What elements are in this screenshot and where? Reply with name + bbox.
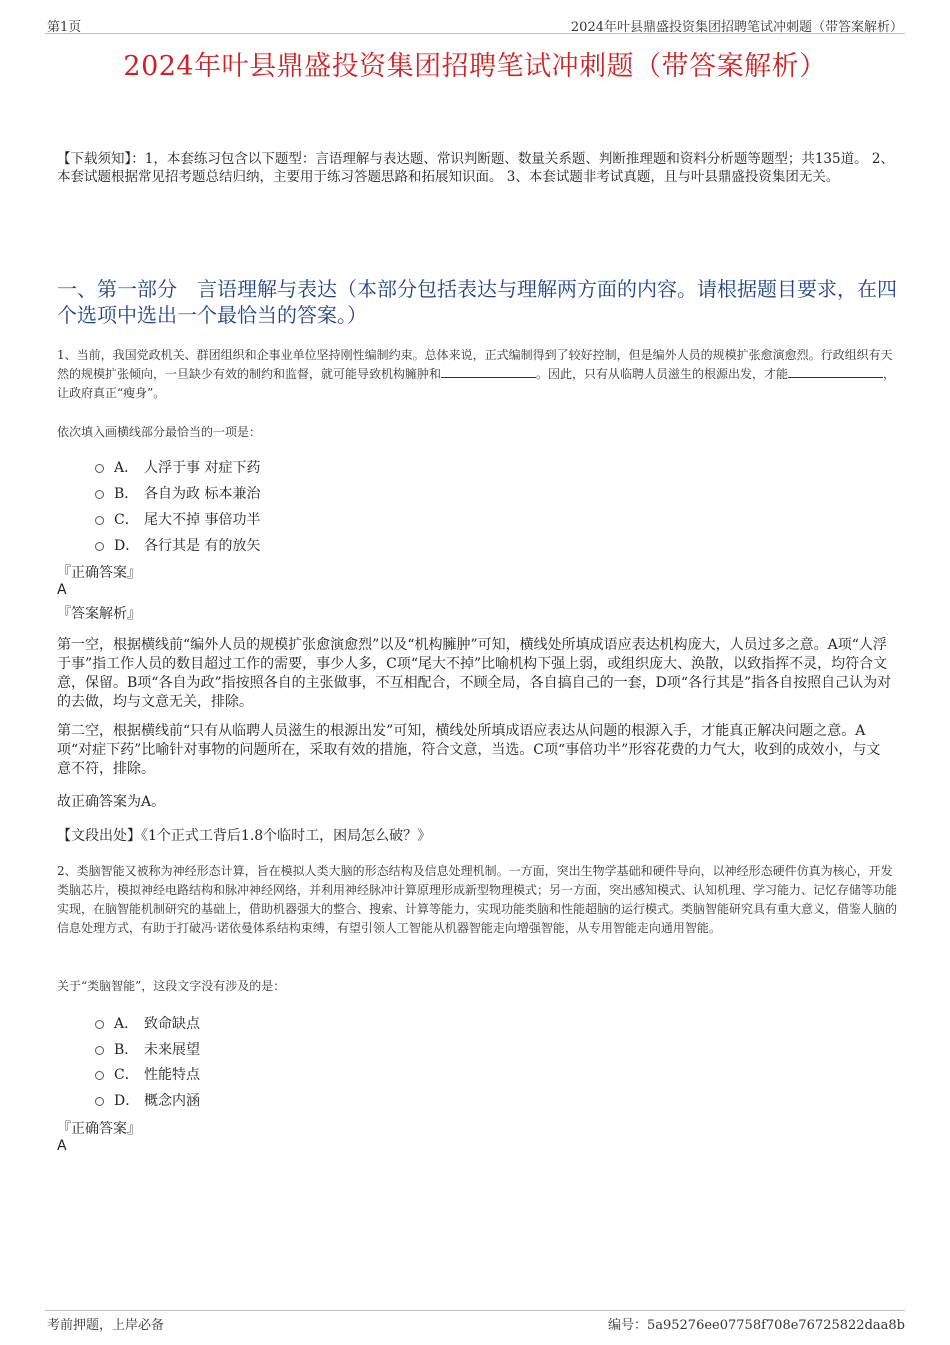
radio-icon[interactable] (95, 542, 104, 551)
question-1-text-part-a: 1、当前，我国党政机关、群团组织和企事业单位坚持刚性编制约束。总体来说，正式编制得到了较好控制，但是编外人员的规模扩张愈演愈烈。行政组织有天然的规模扩张倾向，一旦缺少有效的制约和监督，就可能导致机构臃肿和 (57, 348, 893, 381)
question-1-analysis-paragraph-1: 第一空，根据横线前“编外人员的规模扩张愈演愈烈”以及“机构臃肿”可知，横线处所填成语应表达机构庞大，人员过多之意。A项“人浮于事”指工作人员的数目超过工作的需要，事少人多，C项“尾大不掉”比喻机构下强上弱，或组织庞大、涣散，以致指挥不灵，均符合文意，保留。B项“各自为政”指按照各自的主张做事，不互相配合，不顾全局，各自搞自己的一套，D项“各行其是”指各自按照自己认为对的去做，均与文意无关，排除。 (57, 637, 892, 710)
footer-serial-number: 编号：5a95276ee07758f708e76725822daa8b (607, 1318, 905, 1333)
page-title: 2024年叶县鼎盛投资集团招聘笔试冲刺题（带答案解析） (123, 51, 827, 82)
option-letter: A． (114, 1016, 139, 1032)
question-1-conclusion: 故正确答案为A。 (57, 794, 166, 810)
question-1-analysis-label: 『答案解析』 (57, 606, 141, 622)
question-1-option-d[interactable] (95, 535, 260, 555)
page-number: 第1页 (47, 20, 82, 35)
radio-icon[interactable] (95, 1046, 104, 1055)
question-1-answer: A (57, 582, 67, 598)
footer-divider (45, 1310, 905, 1311)
option-text: 各自为政 标本兼治 (144, 486, 261, 502)
header-doc-title: 2024年叶县鼎盛投资集团招聘笔试冲刺题（带答案解析） (570, 20, 903, 35)
question-2-answer: A (57, 1138, 67, 1154)
question-2-text: 2、类脑智能又被称为神经形态计算，旨在模拟人类大脑的形态结构及信息处理机制。一方面，突出生物学基础和硬件导向，以神经形态硬件仿真为核心，开发类脑芯片，模拟神经电路结构和脉冲神经网络，并利用神经脉冲计算原理形成新型物理模式；另一方面，突出感知模式、认知机理、学习能力、记忆存储等功能实现，在脑智能机制研究的基础上，借助机器强大的整合、搜索、计算等能力，实现功能类脑和性能超脑的运行模式。类脑智能研究具有重大意义，借鉴人脑的信息处理方式，有助于打破冯·诺依曼体系结构束缚，有望引领人工智能从机器智能走向增强智能，从专用智能走向通用智能。 (57, 864, 898, 935)
option-text: 概念内涵 (144, 1093, 200, 1109)
radio-icon[interactable] (95, 1097, 104, 1106)
option-letter: B． (114, 486, 139, 502)
question-1-text-part-c: ，让政府真正“瘦身”。 (57, 367, 896, 400)
option-letter: A． (114, 460, 139, 476)
radio-icon[interactable] (95, 1020, 104, 1029)
option-text: 未来展望 (144, 1042, 200, 1058)
section-heading: 一、第一部分 言语理解与表达（本部分包括表达与理解两方面的内容。请根据题目要求，在四个选项中选出一个最恰当的答案。） (57, 277, 897, 327)
download-notice: 【下载须知】：1，本套练习包含以下题型：言语理解与表达题、常识判断题、数量关系题、判断推理题和资料分析题等题型；共135道。 2、本套试题根据常见招考题总结归纳，主要用于练习答题思路和拓展知识面。 3、本套试题非考试真题，且与叶县鼎盛投资集团无关。 (57, 151, 894, 185)
header-divider (45, 33, 905, 34)
fill-blank-1 (441, 365, 536, 378)
option-letter: B． (114, 1042, 139, 1058)
option-text: 性能特点 (144, 1067, 200, 1083)
radio-icon[interactable] (95, 516, 104, 525)
radio-icon[interactable] (95, 464, 104, 473)
option-letter: D． (114, 1093, 140, 1109)
question-1-answer-label: 『正确答案』 (57, 565, 141, 581)
fill-blank-2 (788, 365, 883, 378)
question-1-option-a[interactable] (95, 457, 260, 477)
question-1-prompt: 依次填入画横线部分最恰当的一项是： (57, 425, 262, 439)
question-2-option-b[interactable] (95, 1039, 200, 1059)
radio-icon[interactable] (95, 1071, 104, 1080)
option-letter: C． (114, 1067, 139, 1083)
option-letter: C． (114, 512, 139, 528)
question-2-answer-label: 『正确答案』 (57, 1121, 141, 1137)
option-text: 各行其是 有的放矢 (144, 538, 261, 554)
question-1-text (57, 346, 897, 403)
question-1-text-part-b: 。因此，只有从临聘人员滋生的根源出发，才能 (536, 367, 789, 381)
footer-slogan: 考前押题，上岸必备 (47, 1318, 165, 1333)
question-1-option-b[interactable] (95, 483, 260, 503)
question-2-prompt: 关于“类脑智能”，这段文字没有涉及的是： (57, 979, 286, 993)
question-1-source: 【文段出处】《1个正式工背后1.8个临时工，困局怎么破？》 (57, 828, 432, 844)
question-1-analysis-paragraph-2: 第二空，根据横线前“只有从临聘人员滋生的根源出发”可知，横线处所填成语应表达从问题的根源入手，才能真正解决问题之意。A项“对症下药”比喻针对事物的问题所在，采取有效的措施，符合文意，当选。C项“事倍功半”形容花费的力气大，收到的成效小，与文意不符，排除。 (57, 723, 881, 777)
question-2-option-a[interactable] (95, 1013, 200, 1033)
option-text: 人浮于事 对症下药 (144, 460, 261, 476)
question-2-option-c[interactable] (95, 1064, 200, 1084)
option-text: 尾大不掉 事倍功半 (144, 512, 261, 528)
option-text: 致命缺点 (144, 1016, 200, 1032)
question-1-option-c[interactable] (95, 509, 260, 529)
radio-icon[interactable] (95, 490, 104, 499)
option-letter: D． (114, 538, 140, 554)
question-2-option-d[interactable] (95, 1090, 200, 1110)
